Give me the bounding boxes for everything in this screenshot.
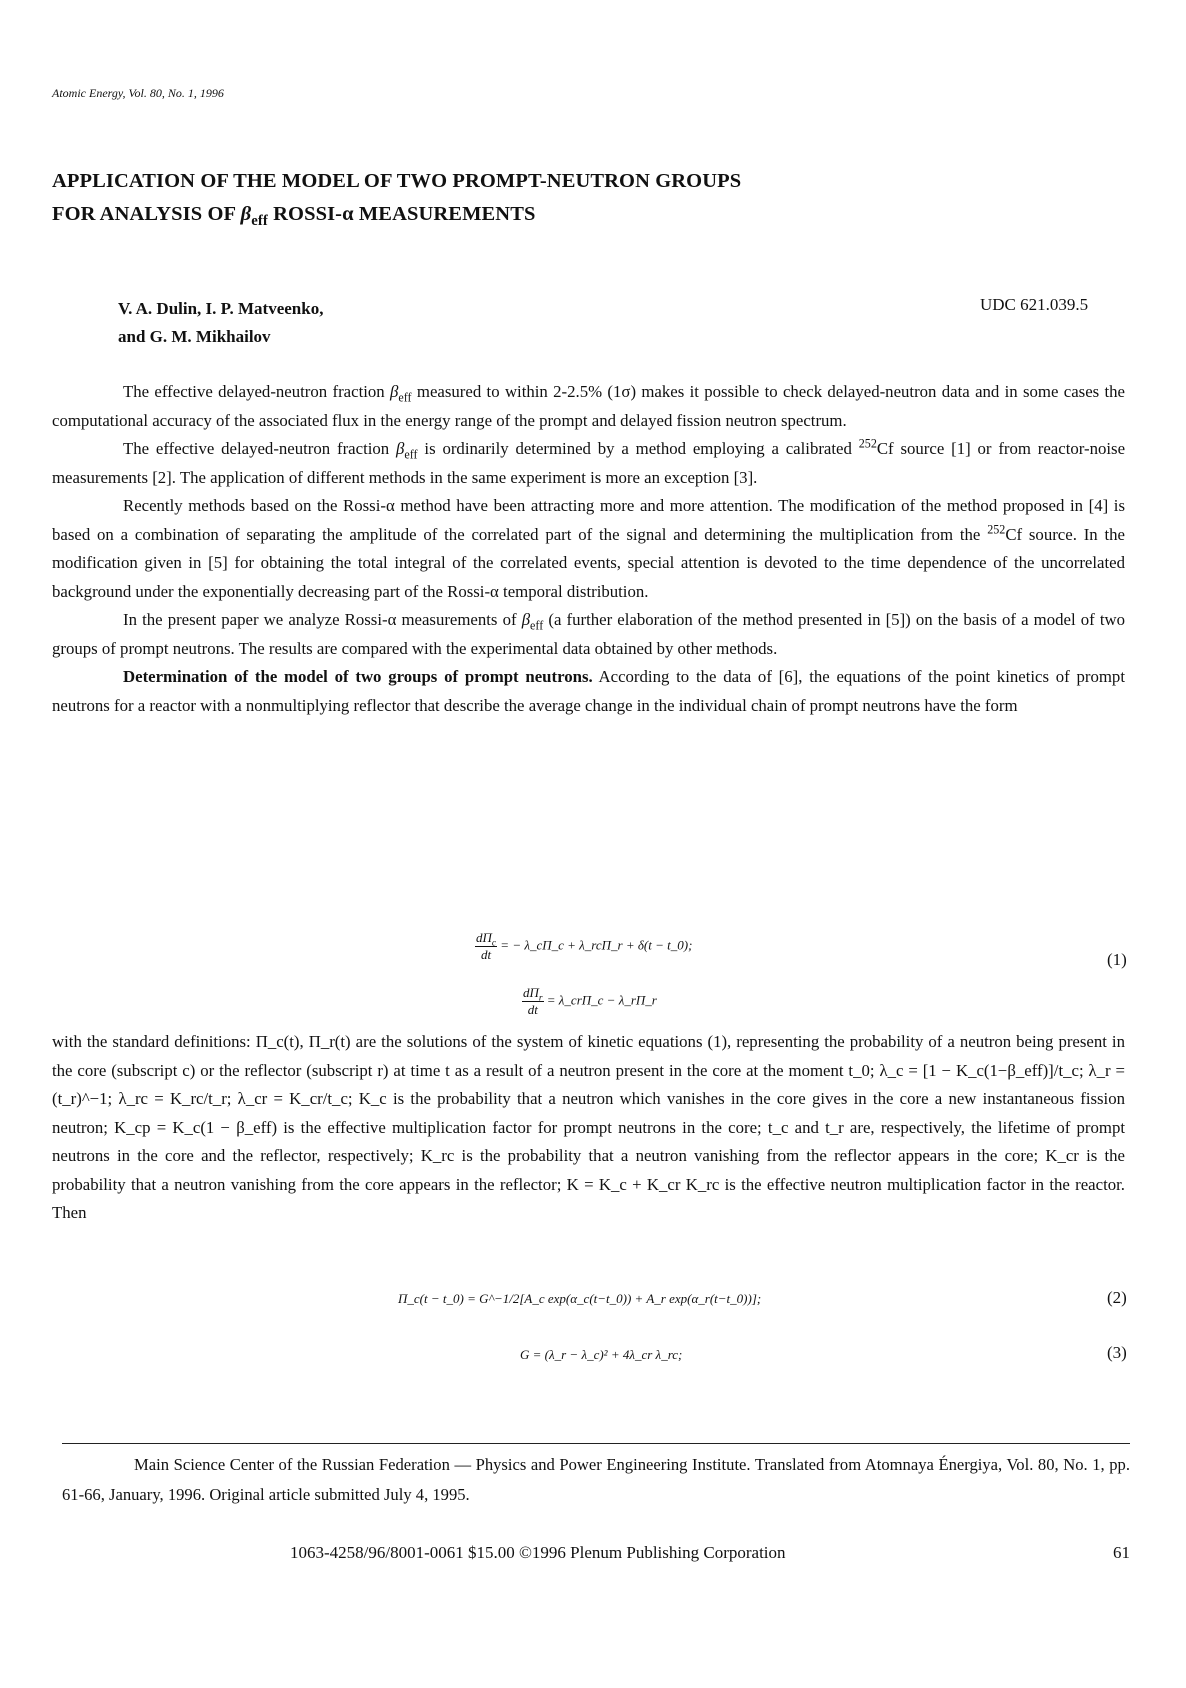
equation-1-number: (1) <box>1107 950 1127 969</box>
article-body <box>52 378 1125 720</box>
authors: V. A. Dulin, I. P. Matveenko, and G. M. Mikhailov <box>118 299 324 346</box>
udc-code: UDC 621.039.5 <box>980 295 1089 314</box>
paragraph-3: Recently methods based on the Rossi-α method have been attracting more and more attention. The modification of the method proposed in [4] is based on a combination of separating the amplitude of the correlated part of the signal and determining the multiplication from the $^{252}$Cf source. In the modification given in [5] for obtaining the total integral of the correlated events, special attention is devoted to the time dependence of the uncorrelated background under the exponentially decreasing part of the Rossi-α temporal distribution. <box>52 496 1125 601</box>
footnote-divider <box>62 1443 1130 1444</box>
title-line-2: FOR ANALYSIS OF $\beta_{eff}$ ROSSI-α MEASUREMENTS <box>52 203 536 230</box>
journal-header: Atomic Energy, Vol. 80, No. 1, 1996 <box>52 86 224 100</box>
equation-1b: $\frac{d\Pi_r}{dt}$ = λ_crΠ_c − λ_rΠ_r <box>523 985 657 1017</box>
equation-2: Π_c(t − t_0) = G^−1/2[A_c exp(α_c(t−t_0)) + A_r exp(α_r(t−t_0))]; <box>398 1291 762 1306</box>
equation-1a: $\frac{d\Pi_c}{dt}$ = − λ_cΠ_c + λ_rcΠ_r + δ(t − t_0); <box>476 930 693 962</box>
equation-2-number: (2) <box>1107 1288 1127 1307</box>
paragraph-4: In the present paper we analyze Rossi-α measurements of $\beta_{eff}$ (a further elaboration of the method presented in [5]) on the basis of a model of two groups of prompt neutrons. The results are compared with the experimental data obtained by other methods. <box>52 610 1126 658</box>
paragraph-2: The effective delayed-neutron fraction $\beta_{eff}$ is ordinarily determined by a method employing a calibrated $^{252}$Cf source [1] or from reactor-noise measurements [2]. The application of different methods in the same experiment is more an exception [3]. <box>52 436 1126 487</box>
definitions-paragraph: with the standard definitions: Π_c(t), Π_r(t) are the solutions of the system of kinetic equations (1), representing the probability of a neutron being present in the core (subscript c) or the reflector (subscript r) at time t as a result of a neutron present in the core at the moment t_0; λ_c = [1 − K_c(1−β_eff)]/t_c; λ_r = (t_r)^−1; λ_rc = K_rc/t_r; λ_cr = K_cr/t_c; K_c is the probability that a neutron which vanishes in the core gives in the core a new instantaneous fission neutron; K_cp = K_c(1 − β_eff) is the effective multiplication factor for prompt neutrons in the core; t_c and t_r are, respectively, the lifetime of prompt neutrons in the core and the reflector, respectively; K_rc is the probability that a neutron vanishing from the reflector appears in the core; K_cr is the probability that a neutron vanishing from the core appears in the reflector; K = K_c + K_cr K_rc is the effective neutron multiplication factor in the reactor. Then <box>52 1032 1125 1222</box>
footnote: Main Science Center of the Russian Federation — Physics and Power Engineering Institute. Translated from Atomnaya Énergiya, Vol. 80, No. 1, pp. 61-66, January, 1996. Original article submitted July 4, 1995. <box>62 1455 1130 1504</box>
issn-copyright: 1063-4258/96/8001-0061 $15.00 ©1996 Plenum Publishing Corporation <box>290 1543 786 1562</box>
title-line-1: APPLICATION OF THE MODEL OF TWO PROMPT-NEUTRON GROUPS <box>52 170 742 192</box>
paragraph-5: Determination of the model of two groups of prompt neutrons. According to the data of [6], the equations of the point kinetics of prompt neutrons for a reactor with a nonmultiplying reflector that describe the average change in the individual chain of prompt neutrons have the form <box>52 667 1125 715</box>
article-title <box>52 165 741 231</box>
equation-3-number: (3) <box>1107 1343 1127 1362</box>
equation-3: G = (λ_r − λ_c)² + 4λ_cr λ_rc; <box>520 1347 683 1362</box>
paragraph-1: The effective delayed-neutron fraction $\beta_{eff}$ measured to within 2-2.5% (1σ) makes it possible to check delayed-neutron data and in some cases the computational accuracy of the associated flux in the energy range of the prompt and delayed fission neutron spectrum. <box>52 382 1126 430</box>
page-number: 61 <box>1113 1543 1130 1562</box>
